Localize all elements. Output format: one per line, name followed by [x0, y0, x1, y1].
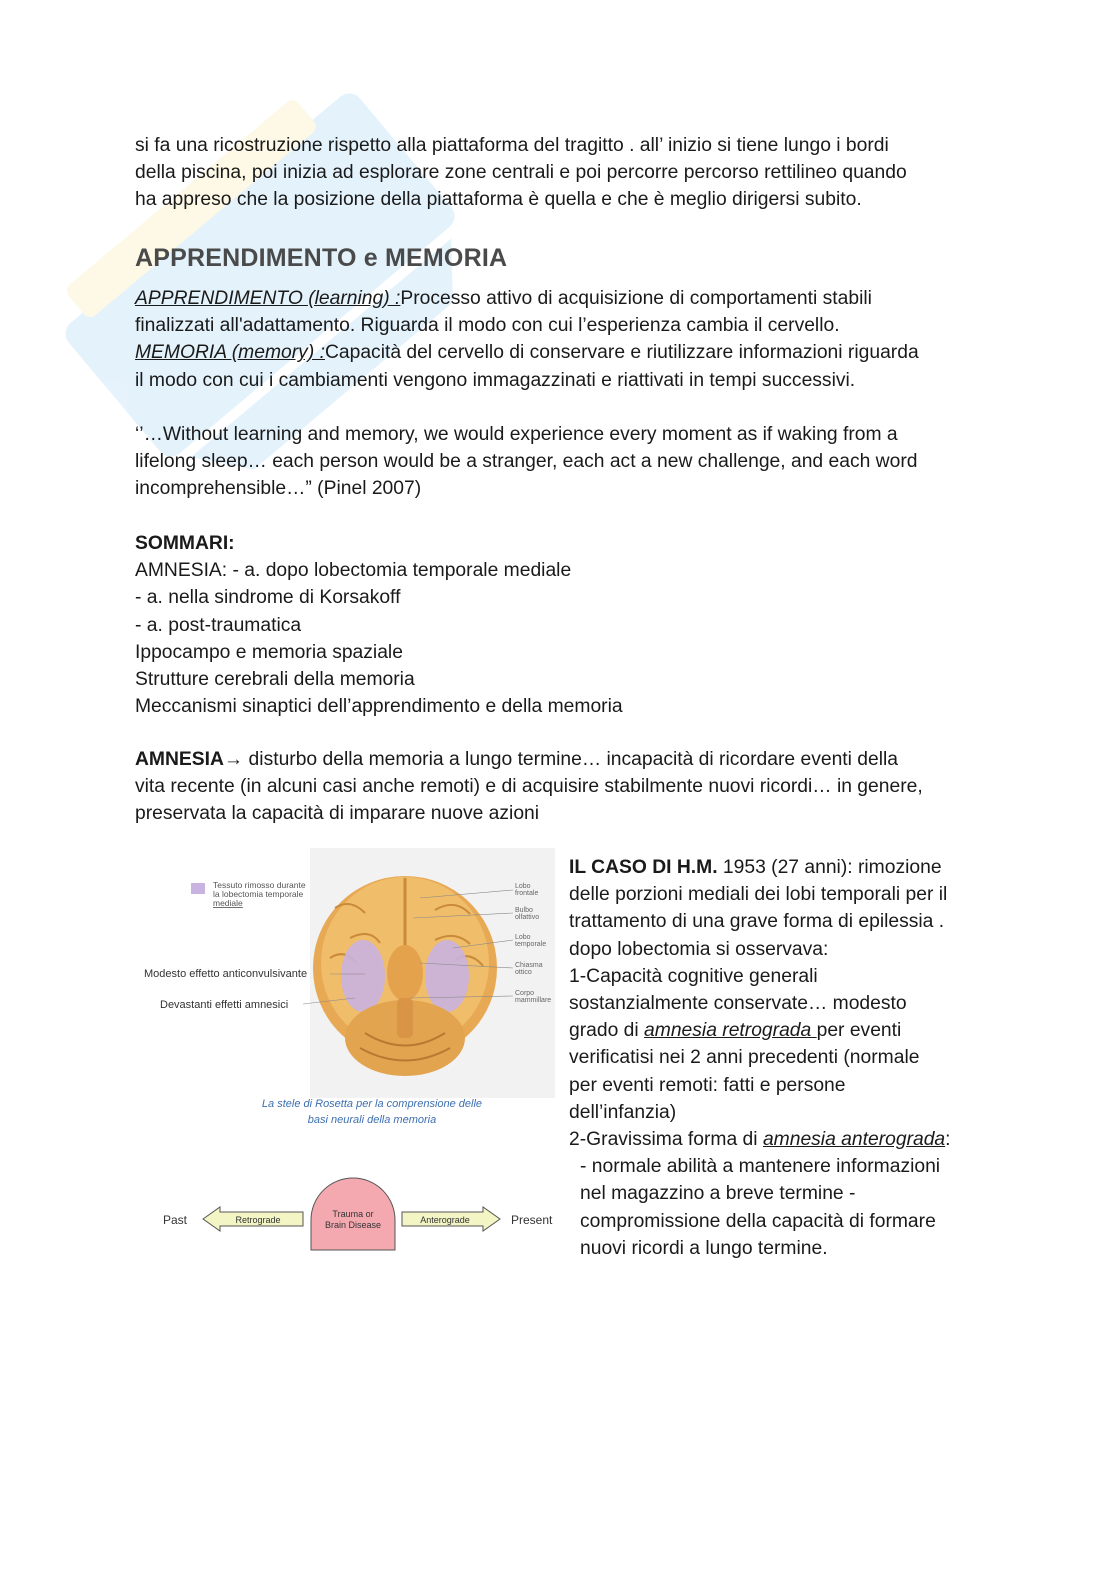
case-text: dell’infanzia) [569, 1101, 677, 1123]
amnesia-text: vita recente (in alcuni casi anche remoti) e di acquisire stabilmente nuovi ricordi… in genere, [135, 776, 923, 798]
amnesia-text: disturbo della memoria a lungo termine… incapacità di ricordare eventi della [243, 749, 899, 770]
case-text: 1-Capacità cognitive generali [569, 965, 818, 987]
label-lobo-temporale: Lobo [515, 934, 531, 941]
label-chiasma-ottico: ottico [515, 969, 532, 976]
case-text: dopo lobectomia si osservava: [569, 938, 829, 960]
intro-line: della piscina, poi inizia ad esplorare zone centrali e poi percorre percorso rettilineo quando [135, 162, 907, 184]
summary-item: Meccanismi sinaptici dell’apprendimento e della memoria [135, 696, 623, 718]
case-text: 2-Gravissima forma di [569, 1129, 763, 1151]
legend-text: mediale [213, 898, 243, 908]
memory-definition-cont: il modo con cui i cambiamenti vengono immagazzinati e riattivati in tempi successivi. [135, 369, 856, 391]
legend-text: Tessuto rimosso durante [213, 880, 306, 890]
quote-line: incomprehensible…” (Pinel 2007) [135, 478, 422, 500]
quote-block [135, 421, 985, 503]
label-amnesici: Devastanti effetti amnesici [160, 999, 289, 1011]
trauma-label: Trauma or [332, 1209, 374, 1219]
case-text: 1953 (27 anni): rimozione [717, 857, 942, 878]
summary-item: Ippocampo e memoria spaziale [135, 641, 403, 663]
memory-definition: Capacità del cervello di conservare e riutilizzare informazioni riguarda [324, 342, 919, 364]
label-bulbo-olfattivo: olfattivo [515, 914, 540, 921]
memory-term: MEMORIA (memory) : [135, 342, 325, 364]
label-bulbo-olfattivo: Bulbo [515, 907, 533, 914]
case-text: : [945, 1129, 951, 1151]
case-title: IL CASO DI H.M. [569, 857, 718, 878]
timeline-past: Past [163, 1213, 188, 1227]
summary-item: - a. post-traumatica [135, 614, 302, 636]
legend-text: la lobectomia temporale [213, 889, 304, 899]
figure-caption: basi neurali della memoria [307, 1114, 437, 1126]
brain-figure [135, 848, 560, 1258]
removed-tissue-right [425, 940, 469, 1012]
summary-item: AMNESIA: - a. dopo lobectomia temporale mediale [135, 560, 572, 582]
summary-item: - a. nella sindrome di Korsakoff [135, 587, 401, 609]
label-chiasma-ottico: Chiasma [515, 962, 543, 969]
case-text: sostanzialmente conservate… modesto [569, 993, 907, 1015]
amnesia-text: preservata la capacità di imparare nuove azioni [135, 803, 540, 825]
case-text: nel magazzino a breve termine - [580, 1183, 856, 1205]
learning-definition: Processo attivo di acquisizione di comportamenti stabili [400, 288, 872, 309]
amnesia-paragraph [135, 746, 985, 828]
case-text: trattamento di una grave forma di epilessia . [569, 911, 945, 933]
removed-tissue-left [341, 940, 385, 1012]
case-text: per eventi remoti: fatti e persone [569, 1074, 846, 1096]
label-corpo-mammillare: Corpo [515, 990, 535, 997]
timeline-present: Present [511, 1213, 553, 1227]
retrograde-label: Retrograde [235, 1215, 281, 1225]
intro-line: si fa una ricostruzione rispetto alla piattaforma del tragitto . all’ inizio si tiene lungo i bordi [135, 135, 889, 156]
label-corpo-mammillare: mammillare [515, 997, 552, 1004]
legend-swatch [191, 883, 205, 894]
quote-line: ‘’…Without learning and memory, we would experience every moment as if waking from a [135, 424, 898, 445]
label-lobo-temporale: temporale [515, 941, 547, 948]
quote-line: lifelong sleep… each person would be a stranger, each act a new challenge, and each word [135, 451, 918, 473]
case-text: per eventi [816, 1020, 902, 1042]
case-text: delle porzioni mediali dei lobi temporali per il [569, 884, 948, 906]
definitions-block [135, 285, 985, 394]
figure-caption: La stele di Rosetta per la comprensione delle [261, 1098, 483, 1110]
case-text: compromissione della capacità di formare [580, 1210, 936, 1232]
label-lobo-frontale: Lobo [515, 883, 531, 890]
amnesia-term: AMNESIA→ [135, 749, 244, 770]
case-text: verificatisi nei 2 anni precedenti (normale [569, 1047, 920, 1069]
label-anticonvulsivante: Modesto effetto anticonvulsivante [144, 968, 308, 980]
summary-title: SOMMARI: [135, 533, 235, 554]
learning-term: APPRENDIMENTO (learning) : [135, 288, 401, 309]
intro-line: ha appreso che la posizione della piattaforma è quella e che è meglio dirigersi subito. [135, 189, 862, 211]
case-hm-block [569, 854, 984, 1262]
section-heading: APPRENDIMENTO e MEMORIA [135, 244, 508, 272]
retrograde-term: amnesia retrograda [644, 1020, 817, 1042]
case-text: - normale abilità a mantenere informazioni [580, 1156, 941, 1178]
case-text: grado di [569, 1020, 645, 1042]
label-lobo-frontale: frontale [515, 890, 539, 897]
trauma-label: Brain Disease [324, 1220, 382, 1230]
summary-block [135, 530, 985, 720]
case-text: nuovi ricordi a lungo termine. [580, 1237, 828, 1259]
summary-item: Strutture cerebrali della memoria [135, 669, 415, 691]
memory-timeline [163, 1178, 553, 1250]
anterograde-term: amnesia anterograda [762, 1129, 946, 1151]
intro-paragraph [135, 132, 985, 214]
learning-definition-cont: finalizzati all'adattamento. Riguarda il modo con cui l’esperienza cambia il cervello. [135, 315, 840, 337]
anterograde-label: Anterograde [420, 1215, 470, 1225]
